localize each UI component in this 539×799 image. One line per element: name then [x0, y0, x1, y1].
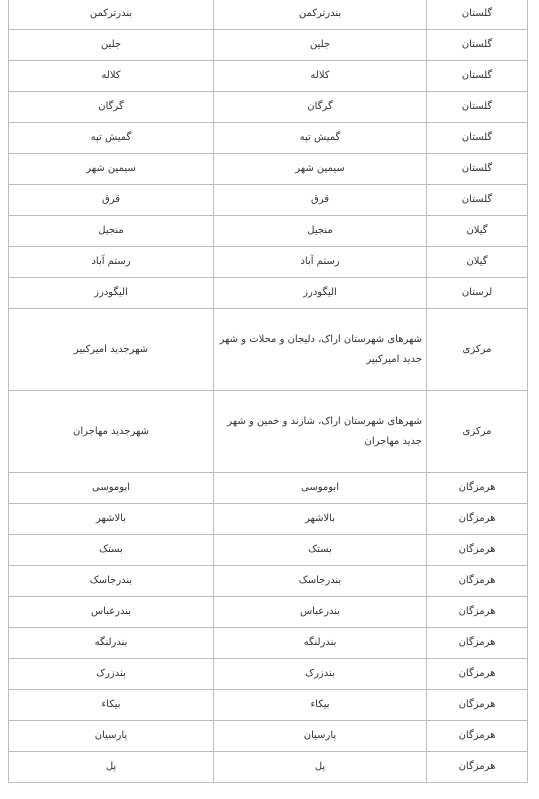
city-cell: جلین — [9, 30, 214, 61]
province-cell: مرکزی — [427, 391, 528, 473]
province-cell: گیلان — [427, 247, 528, 278]
city-cell: بندزرک — [9, 659, 214, 690]
province-cell: لرستان — [427, 278, 528, 309]
province-cell: گلستان — [427, 154, 528, 185]
province-cell: هرمزگان — [427, 690, 528, 721]
description-cell: بالاشهر — [214, 504, 427, 535]
city-cell: بندرجاسک — [9, 566, 214, 597]
city-cell: بستک — [9, 535, 214, 566]
province-cell: گلستان — [427, 123, 528, 154]
city-cell: قرق — [9, 185, 214, 216]
province-cell: هرمزگان — [427, 659, 528, 690]
table-row — [9, 504, 528, 535]
province-cell: هرمزگان — [427, 628, 528, 659]
description-cell: بندرترکمن — [214, 0, 427, 30]
table-row — [9, 535, 528, 566]
table-row — [9, 0, 528, 30]
city-cell: پارسیان — [9, 721, 214, 752]
city-cell: شهرجدید مهاجران — [9, 391, 214, 473]
description-cell: بندرجاسک — [214, 566, 427, 597]
cities-table-container — [8, 0, 526, 783]
province-cell: هرمزگان — [427, 535, 528, 566]
table-row — [9, 473, 528, 504]
table-row — [9, 391, 528, 473]
description-cell: گرگان — [214, 92, 427, 123]
city-cell: بندرترکمن — [9, 0, 214, 30]
city-cell: پل — [9, 752, 214, 783]
description-cell: جلین — [214, 30, 427, 61]
table-row — [9, 690, 528, 721]
description-cell: شهرهای شهرستان اراک، شازند و خمین و شهر جدید مهاجران — [214, 391, 427, 473]
city-cell: بیکاء — [9, 690, 214, 721]
province-cell: هرمزگان — [427, 597, 528, 628]
description-cell: کلاله — [214, 61, 427, 92]
table-row — [9, 154, 528, 185]
city-cell: گرگان — [9, 92, 214, 123]
description-cell: رستم آباد — [214, 247, 427, 278]
city-cell: شهرجدید امیرکبیر — [9, 309, 214, 391]
city-cell: بندرعباس — [9, 597, 214, 628]
table-row — [9, 752, 528, 783]
description-cell: بیکاء — [214, 690, 427, 721]
table-row — [9, 597, 528, 628]
city-cell: الیگودرز — [9, 278, 214, 309]
table-row — [9, 247, 528, 278]
description-cell: الیگودرز — [214, 278, 427, 309]
table-row — [9, 123, 528, 154]
table-row — [9, 30, 528, 61]
description-cell: بندرلنگه — [214, 628, 427, 659]
table-row — [9, 566, 528, 597]
table-row — [9, 721, 528, 752]
province-cell: گلستان — [427, 30, 528, 61]
province-cell: هرمزگان — [427, 752, 528, 783]
description-cell: سیمین شهر — [214, 154, 427, 185]
description-cell: پل — [214, 752, 427, 783]
description-cell: ابوموسی — [214, 473, 427, 504]
province-cell: هرمزگان — [427, 566, 528, 597]
province-cell: گلستان — [427, 0, 528, 30]
province-cell: هرمزگان — [427, 721, 528, 752]
city-cell: بندرلنگه — [9, 628, 214, 659]
city-cell: بالاشهر — [9, 504, 214, 535]
table-row — [9, 185, 528, 216]
table-row — [9, 61, 528, 92]
city-cell: منجیل — [9, 216, 214, 247]
province-cell: هرمزگان — [427, 504, 528, 535]
table-row — [9, 216, 528, 247]
description-cell: بستک — [214, 535, 427, 566]
city-cell: گمیش تپه — [9, 123, 214, 154]
description-cell: بندرعباس — [214, 597, 427, 628]
province-cell: هرمزگان — [427, 473, 528, 504]
city-cell: رستم آباد — [9, 247, 214, 278]
province-cell: گیلان — [427, 216, 528, 247]
city-cell: سیمین شهر — [9, 154, 214, 185]
description-cell: منجیل — [214, 216, 427, 247]
province-cell: گلستان — [427, 92, 528, 123]
city-cell: ابوموسی — [9, 473, 214, 504]
cities-table-body — [9, 0, 528, 783]
province-cell: گلستان — [427, 185, 528, 216]
province-cell: گلستان — [427, 61, 528, 92]
table-row — [9, 628, 528, 659]
table-row — [9, 278, 528, 309]
city-cell: کلاله — [9, 61, 214, 92]
description-cell: پارسیان — [214, 721, 427, 752]
table-row — [9, 659, 528, 690]
cities-table — [8, 0, 528, 783]
table-row — [9, 92, 528, 123]
description-cell: گمیش تپه — [214, 123, 427, 154]
table-row — [9, 309, 528, 391]
description-cell: قرق — [214, 185, 427, 216]
province-cell: مرکزی — [427, 309, 528, 391]
description-cell: شهرهای شهرستان اراک، دلیجان و محلات و شهر جدید امیرکبیر — [214, 309, 427, 391]
description-cell: بندزرک — [214, 659, 427, 690]
